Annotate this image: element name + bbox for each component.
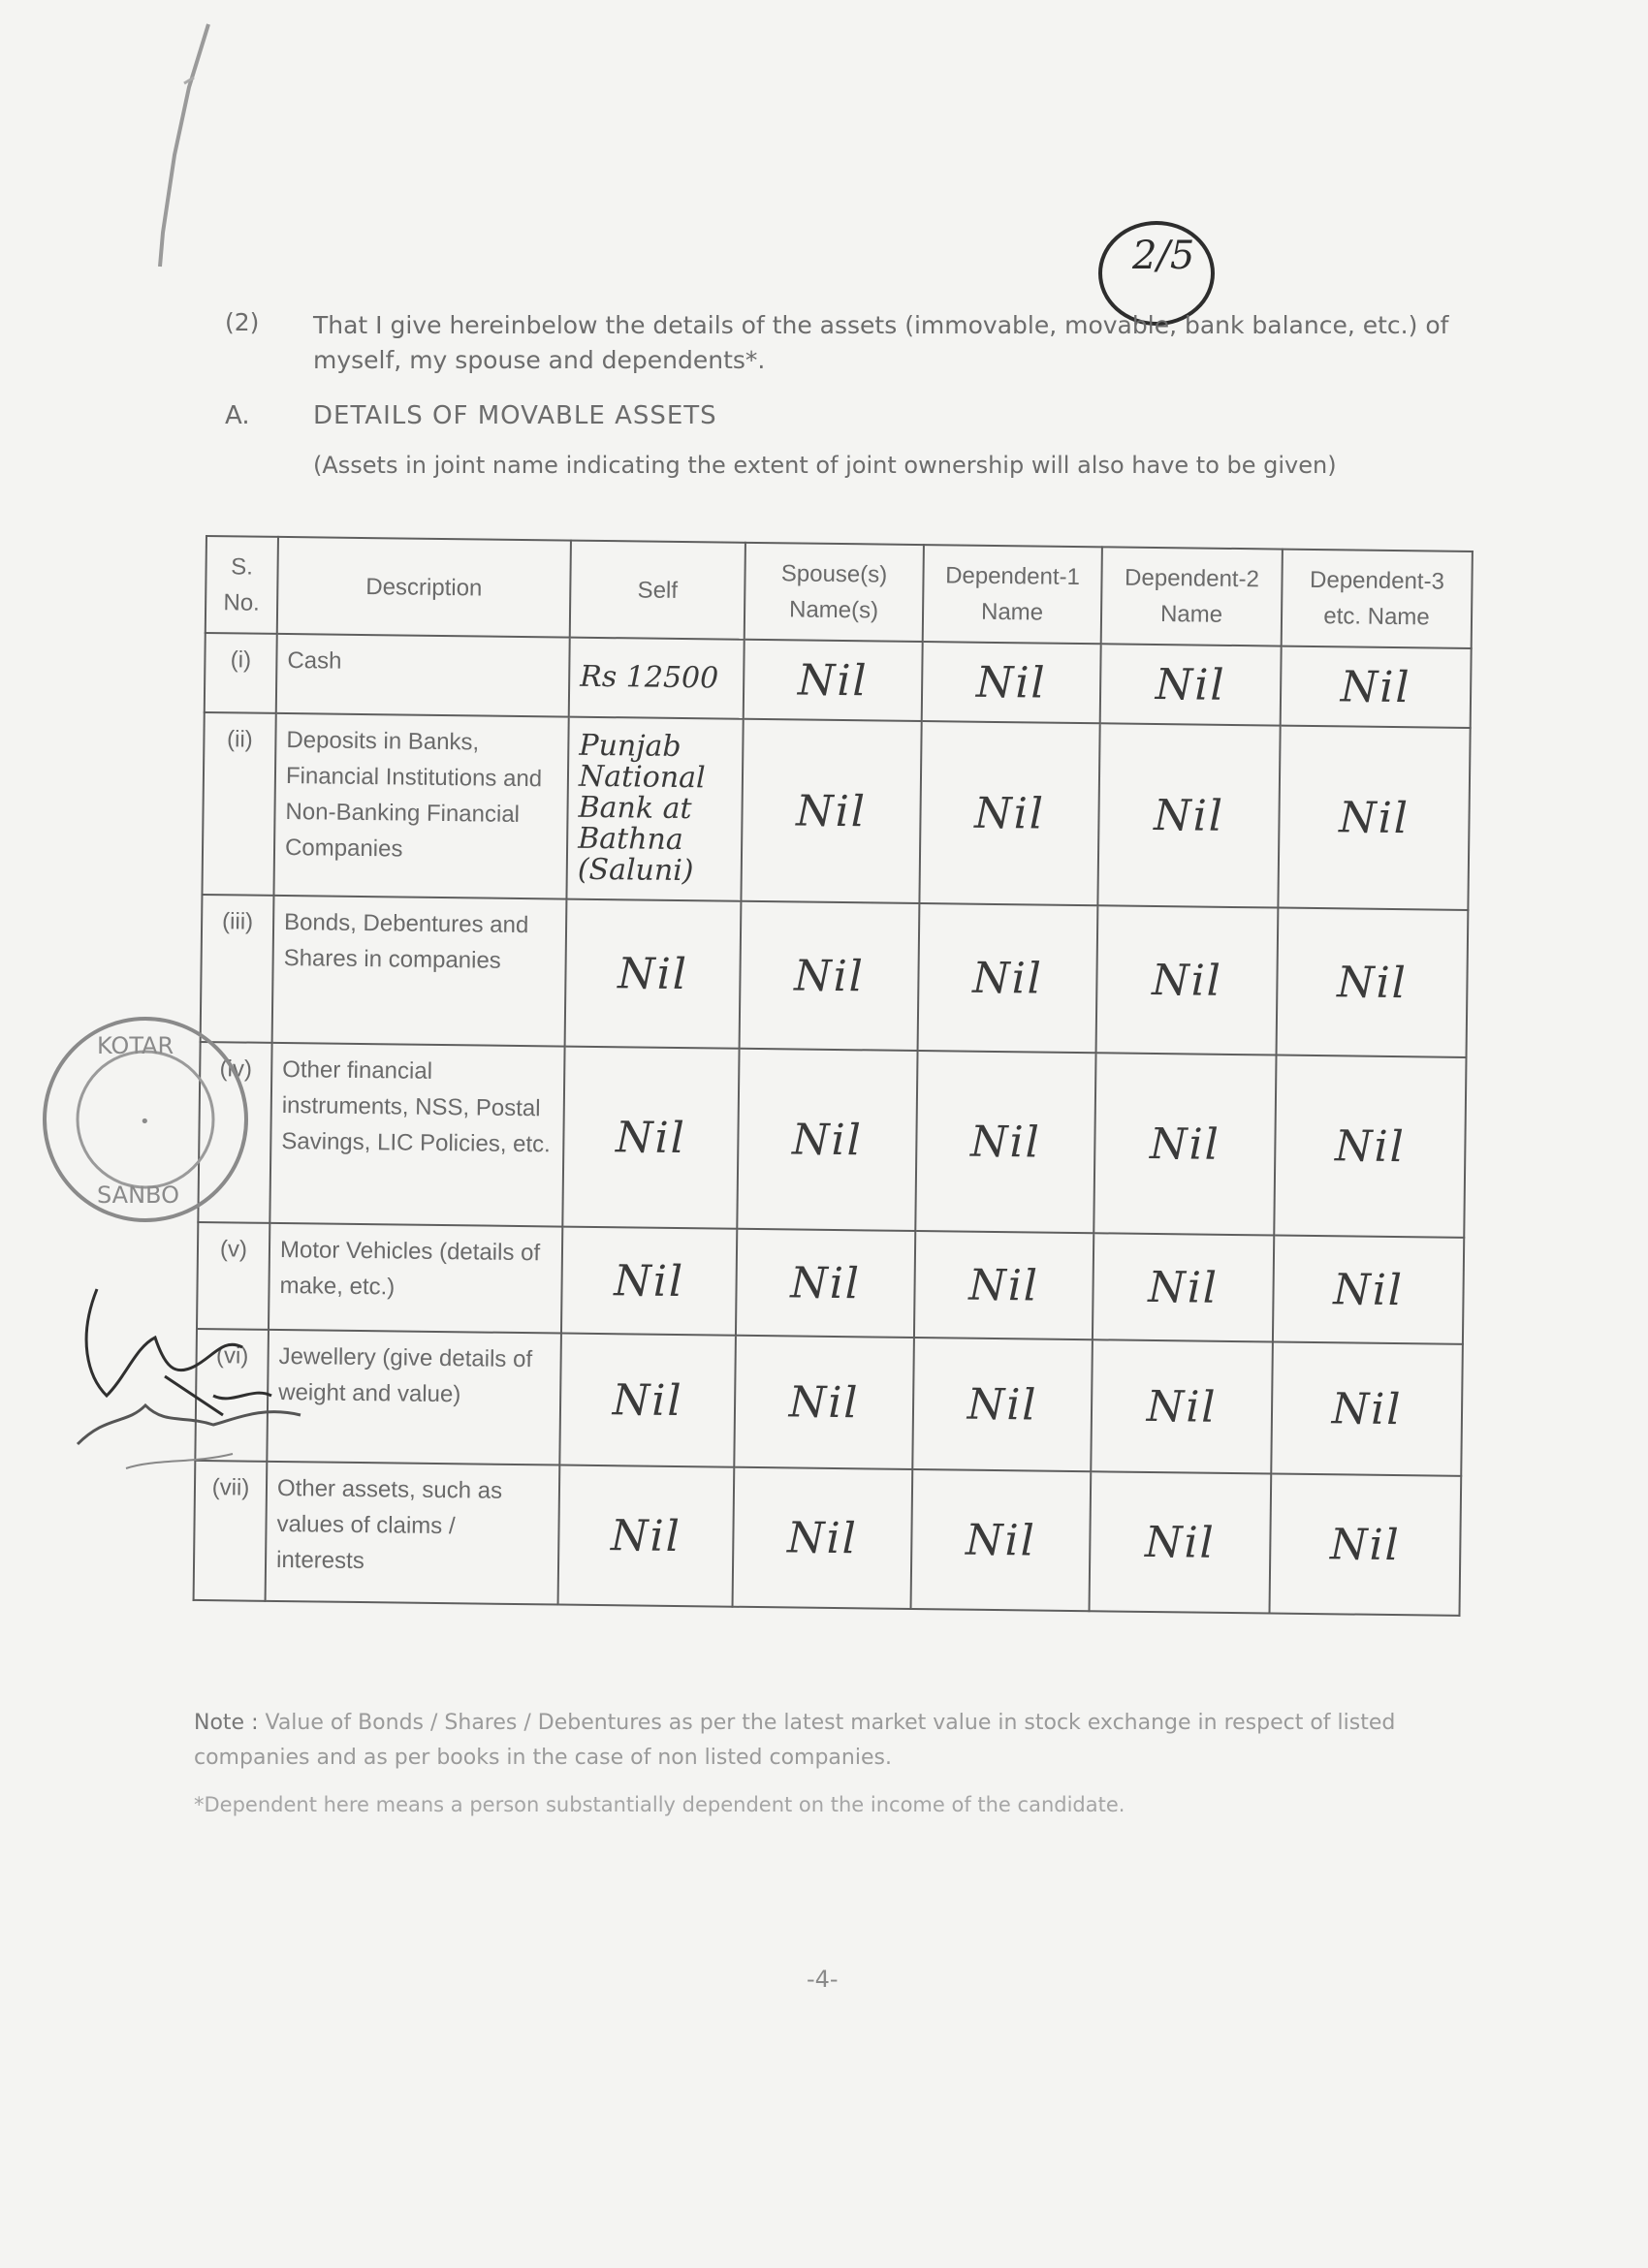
row-self-value: Nil xyxy=(562,1047,739,1229)
svg-text:•: • xyxy=(140,1112,150,1132)
row-description: Cash xyxy=(276,634,570,717)
row-dependent-1-value: Nil xyxy=(912,1338,1093,1471)
market-value-note xyxy=(194,1706,1493,1776)
official-seal-stamp xyxy=(39,1013,252,1226)
row-dependent-1-value: Nil xyxy=(919,721,1099,905)
header-sno: S. No. xyxy=(206,536,278,634)
pen-scribble-mark xyxy=(155,19,223,271)
table-row xyxy=(205,633,1472,728)
row-sno: (iv) xyxy=(198,1042,271,1223)
header-dependent-2: Dependent-2 Name xyxy=(1101,547,1283,646)
header-spouse: Spouse(s) Name(s) xyxy=(745,543,924,642)
row-sno: (vii) xyxy=(194,1461,268,1601)
row-dependent-1-value: Nil xyxy=(922,642,1101,723)
row-dependent-2-value: Nil xyxy=(1093,1053,1276,1235)
paragraph-number: (2) xyxy=(225,308,260,336)
row-self-value: Nil xyxy=(559,1334,736,1467)
row-spouse-value: Nil xyxy=(734,1336,914,1469)
row-dependent-3-value: Nil xyxy=(1281,646,1472,728)
note-label: Note : xyxy=(194,1711,259,1735)
row-self-value: Punjab National Bank at Bathna (Saluni) xyxy=(566,717,743,901)
row-spouse-value: Nil xyxy=(733,1467,913,1609)
row-self-value: Nil xyxy=(558,1465,735,1607)
header-self: Self xyxy=(570,541,745,640)
row-dependent-2-value: Nil xyxy=(1091,1339,1273,1473)
row-description: Deposits in Banks, Financial Institutions and Non-Banking Financial Companies xyxy=(273,713,568,899)
section-subtitle: (Assets in joint name indicating the extent of joint ownership will also have to be given) xyxy=(313,452,1337,479)
row-dependent-3-value: Nil xyxy=(1269,1474,1461,1616)
movable-assets-table xyxy=(193,535,1474,1617)
row-spouse-value: Nil xyxy=(741,719,921,903)
svg-text:SANBO: SANBO xyxy=(97,1181,179,1209)
section-title: DETAILS OF MOVABLE ASSETS xyxy=(313,401,717,430)
row-spouse-value: Nil xyxy=(737,1049,917,1231)
row-sno: (iii) xyxy=(201,895,274,1043)
table-row xyxy=(195,1329,1463,1476)
row-dependent-2-value: Nil xyxy=(1090,1471,1272,1613)
row-dependent-3-value: Nil xyxy=(1273,1236,1464,1344)
page-number: -4- xyxy=(807,1966,839,1993)
row-sno: (vi) xyxy=(195,1329,269,1462)
row-dependent-2-value: Nil xyxy=(1093,1233,1274,1341)
row-description: Other financial instruments, NSS, Postal Savings, LIC Policies, etc. xyxy=(269,1043,564,1227)
header-description: Description xyxy=(277,537,571,638)
row-spouse-value: Nil xyxy=(736,1229,915,1338)
row-sno: (i) xyxy=(205,633,277,713)
row-self-value: Nil xyxy=(561,1227,737,1336)
table-row xyxy=(201,895,1469,1057)
dependent-definition-note: *Dependent here means a person substantially dependent on the income of the candidate. xyxy=(194,1793,1125,1816)
row-dependent-3-value: Nil xyxy=(1274,1055,1466,1238)
row-dependent-1-value: Nil xyxy=(914,1231,1093,1339)
row-dependent-1-value: Nil xyxy=(911,1469,1092,1611)
handwritten-signature xyxy=(68,1260,330,1493)
row-dependent-3-value: Nil xyxy=(1277,908,1469,1057)
row-description: Jewellery (give details of weight and value) xyxy=(267,1330,561,1465)
svg-text:KOTAR: KOTAR xyxy=(97,1032,174,1059)
row-description: Other assets, such as values of claims / interests xyxy=(266,1462,560,1605)
note-text: Value of Bonds / Shares / Debentures as per the latest market value in stock exchange in respect of listed companies and as per books in the case of non listed companies. xyxy=(194,1711,1396,1770)
row-description: Bonds, Debentures and Shares in companies xyxy=(272,896,567,1047)
row-spouse-value: Nil xyxy=(740,901,920,1051)
row-self-value: Nil xyxy=(565,899,742,1049)
row-sno: (ii) xyxy=(202,712,275,896)
table-row xyxy=(194,1461,1462,1616)
row-spouse-value: Nil xyxy=(744,640,923,721)
table-header-row xyxy=(206,536,1473,648)
paragraph-text: That I give hereinbelow the details of the assets (immovable, movable, bank balance, etc.) of myself, my spouse and dependents*. xyxy=(313,311,1449,374)
row-dependent-3-value: Nil xyxy=(1271,1342,1463,1476)
row-dependent-2-value: Nil xyxy=(1096,905,1279,1055)
row-dependent-2-value: Nil xyxy=(1097,723,1280,907)
table-row xyxy=(197,1222,1464,1344)
row-description: Motor Vehicles (details of make, etc.) xyxy=(269,1223,562,1334)
row-sno: (v) xyxy=(197,1222,269,1330)
table-row xyxy=(198,1042,1466,1238)
header-dependent-3: Dependent-3 etc. Name xyxy=(1282,550,1473,648)
header-dependent-1: Dependent-1 Name xyxy=(923,545,1102,644)
row-dependent-2-value: Nil xyxy=(1100,644,1282,725)
circled-mark-text: 2/5 xyxy=(1132,234,1195,278)
section-letter: A. xyxy=(225,401,250,430)
row-dependent-3-value: Nil xyxy=(1278,726,1470,910)
table-row xyxy=(202,712,1470,910)
row-self-value: Rs 12500 xyxy=(569,638,745,719)
row-dependent-1-value: Nil xyxy=(915,1051,1095,1233)
row-dependent-1-value: Nil xyxy=(918,903,1098,1053)
